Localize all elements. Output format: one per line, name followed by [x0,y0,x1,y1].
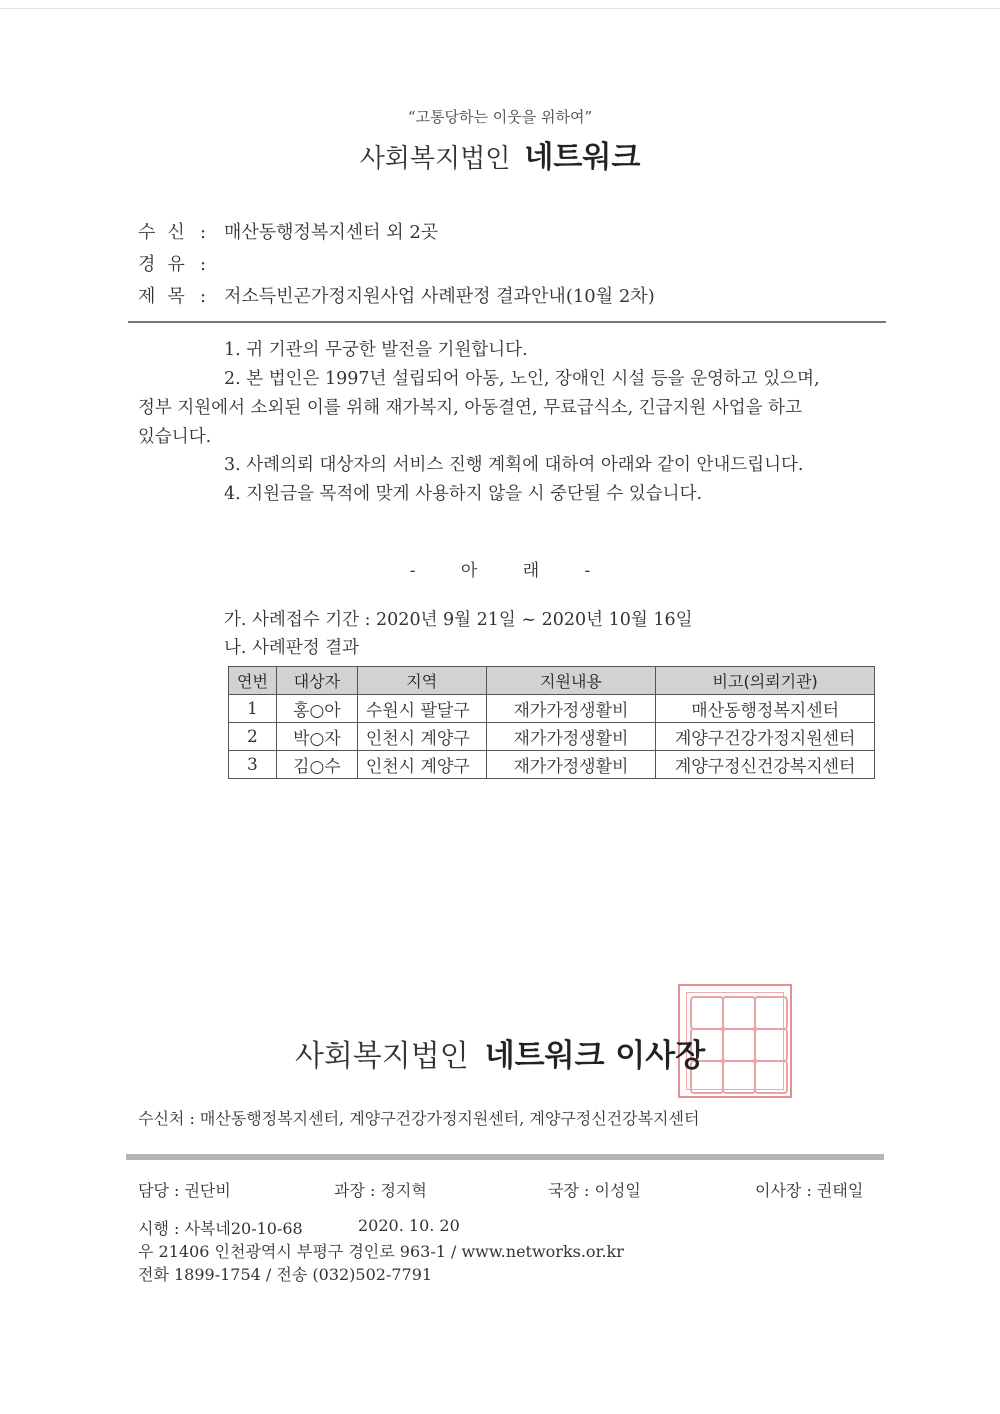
reception-period: 가. 사례접수 기간 : 2020년 9월 21일 ~ 2020년 10월 16일 [224,610,693,630]
paragraph-2-line-2: 정부 지원에서 소외된 이를 위해 재가복지, 아동결연, 무료급식소, 긴급지원 사업을 하고 [138,398,802,418]
cell-support: 재가가정생활비 [486,751,656,779]
cell-note: 계양구건강가정지원센터 [656,723,875,751]
signer-name: 네트워크 이사장 [484,1038,706,1074]
cell-note: 계양구정신건강복지센터 [656,751,875,779]
cell-subject: 홍○아 [276,695,357,723]
meta-recipient: 수신 : 매산동행정복지센터 외 2곳 [138,218,438,244]
col-header-support: 지원내용 [486,667,656,695]
cell-subject: 김○수 [276,751,357,779]
cell-region: 인천시 계양구 [357,723,486,751]
col-header-note: 비고(의뢰기관) [656,667,875,695]
meta-value: 저소득빈곤가정지원사업 사례판정 결과안내(10월 2차) [224,286,655,307]
org-name: 네트워크 [524,140,641,175]
cell-number: 1 [229,695,277,723]
col-header-number: 연번 [229,667,277,695]
cell-support: 재가가정생활비 [486,695,656,723]
enforcement-date: 2020. 10. 20 [358,1216,460,1235]
staff-director: 국장 : 이성일 [548,1181,641,1200]
meta-label: 경유 [138,254,197,275]
enforcement-number: 시행 : 사복네20-10-68 [138,1219,303,1238]
cell-support: 재가가정생활비 [486,723,656,751]
meta-label: 제목 [138,286,197,307]
col-header-subject: 대상자 [276,667,357,695]
org-prefix: 사회복지법인 [359,144,511,174]
cell-note: 매산동행정복지센터 [656,695,875,723]
table-row [229,695,875,723]
cell-number: 2 [229,723,277,751]
postal-address: 우 21406 인천광역시 부평구 경인로 963-1 / www.networks.or.kr [138,1242,624,1261]
seal-glyph [754,996,788,1030]
paragraph-1: 1. 귀 기관의 무궁한 발전을 기원합니다. [224,340,528,360]
staff-section-chief: 과장 : 정지혁 [334,1181,427,1200]
recipients-list: 수신처 : 매산동행정복지센터, 계양구건강가정지원센터, 계양구정신건강복지센터 [138,1109,700,1128]
paragraph-2-line-1: 2. 본 법인은 1997년 설립되어 아동, 노인, 장애인 시설 등을 운영하고 있으며, [224,369,820,389]
signer [0,1030,1000,1075]
cell-region: 인천시 계양구 [357,751,486,779]
staff-chairman: 이사장 : 권태일 [755,1181,864,1200]
cell-number: 3 [229,751,277,779]
result-table [228,666,875,779]
col-header-region: 지역 [357,667,486,695]
meta-label: 수신 [138,222,197,243]
table-header-row [229,667,875,695]
footer-divider [126,1154,884,1160]
meta-via: 경유 : [138,250,224,276]
seal-glyph [722,996,756,1030]
paragraph-3: 3. 사례의뢰 대상자의 서비스 진행 계획에 대하여 아래와 같이 안내드립니다. [224,455,804,475]
meta-value: 매산동행정복지센터 외 2곳 [224,222,439,243]
table-row [229,723,875,751]
staff-in-charge: 담당 : 권단비 [138,1181,231,1200]
org-header [0,132,1000,176]
below-heading: - 아 래 - [409,561,591,581]
contact-numbers: 전화 1899-1754 / 전송 (032)502-7791 [138,1265,433,1284]
paragraph-2-line-3: 있습니다. [138,427,212,447]
table-row [229,751,875,779]
cell-region: 수원시 팔달구 [357,695,486,723]
signer-prefix: 사회복지법인 [294,1039,469,1074]
seal-glyph [690,996,724,1030]
result-title: 나. 사례판정 결과 [224,638,360,658]
top-scan-edge [0,8,1000,9]
header-divider [128,321,886,323]
meta-subject: 제목 : 저소득빈곤가정지원사업 사례판정 결과안내(10월 2차) [138,282,655,308]
paragraph-4: 4. 지원금을 목적에 맞게 사용하지 않을 시 중단될 수 있습니다. [224,484,703,504]
cell-subject: 박○자 [276,723,357,751]
motto: “고통당하는 이웃을 위하여” [407,108,593,126]
